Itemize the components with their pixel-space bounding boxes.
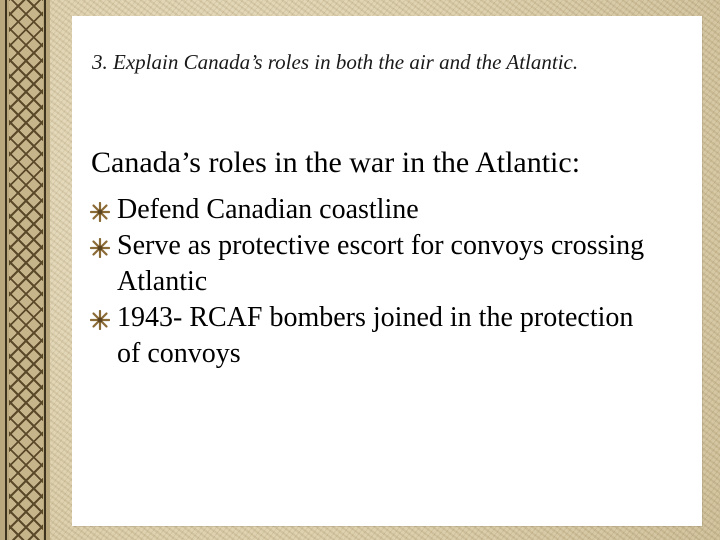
list-item [90, 300, 650, 372]
border-line [44, 0, 46, 540]
decorative-border [0, 0, 50, 540]
list-item [90, 192, 650, 228]
bullet-text: Defend Canadian coastline [117, 194, 419, 225]
starburst-icon [90, 202, 110, 222]
bullet-text: Serve as protective escort for convoys crossing Atlantic [117, 230, 645, 297]
diamond-pattern [9, 0, 43, 540]
starburst-icon [90, 310, 110, 330]
slide-title: 3. Explain Canada’s roles in both the air and the Atlantic. [92, 50, 579, 74]
list-item [90, 228, 650, 300]
slide-heading: Canada’s roles in the war in the Atlantic: [91, 146, 581, 179]
content-panel [72, 16, 702, 526]
bullet-list [90, 192, 650, 372]
starburst-icon [90, 238, 110, 258]
border-line [5, 0, 7, 540]
bullet-text: 1943- RCAF bombers joined in the protection of convoys [117, 302, 634, 369]
